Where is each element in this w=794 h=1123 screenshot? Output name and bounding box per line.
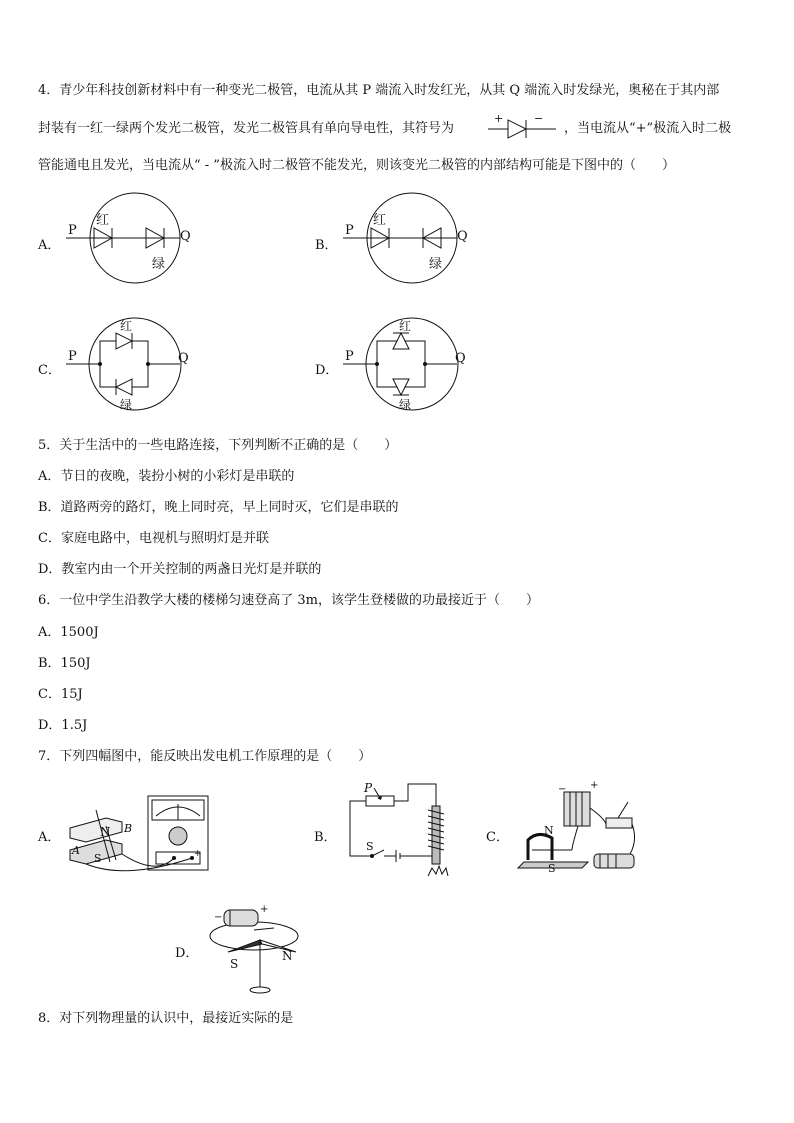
q4-stem-line2b: ，当电流从“+”极流入时二极 [564, 121, 732, 136]
q4-stem-line1: 4．青少年科技创新材料中有一种变光二极管，电流从其 P 端流入时发红光，从其 Q 端流入时发绿光，奥秘在于其内部 [38, 83, 720, 98]
svg-text:P: P [68, 223, 77, 238]
svg-text:红: 红 [120, 319, 133, 333]
q4-option-b-diagram [337, 190, 477, 290]
q7-figure-a-galvanometer [66, 780, 216, 880]
svg-text:绿: 绿 [429, 257, 443, 272]
q5-option-b[interactable]: B．道路两旁的路灯，晚上同时亮，早上同时灭，它们是串联的 [38, 500, 399, 515]
q6-option-c[interactable]: C．15J [38, 687, 83, 702]
svg-text:绿: 绿 [399, 398, 412, 412]
q5-option-a[interactable]: A．节日的夜晚，装扮小树的小彩灯是串联的 [38, 469, 295, 484]
svg-text:绿: 绿 [152, 257, 166, 272]
svg-text:S: S [94, 852, 102, 865]
svg-text:绿: 绿 [120, 398, 133, 412]
svg-text:N: N [100, 825, 111, 839]
svg-text:N: N [544, 824, 554, 837]
svg-text:+: + [590, 780, 599, 791]
svg-text:−: − [214, 912, 223, 923]
q4-option-c-label[interactable]: C． [38, 363, 61, 378]
q6-option-d[interactable]: D．1.5J [38, 718, 88, 733]
svg-text:N: N [282, 949, 293, 963]
q8-stem: 8．对下列物理量的认识中，最接近实际的是 [38, 1011, 294, 1026]
q4-option-d-label[interactable]: D． [315, 363, 339, 378]
svg-text:Q: Q [180, 229, 191, 244]
svg-text:P: P [345, 349, 354, 364]
q6-option-b[interactable]: B．150J [38, 656, 91, 671]
svg-text:A: A [72, 844, 80, 857]
svg-text:+: + [194, 849, 202, 859]
svg-text:+: + [494, 112, 504, 125]
svg-text:Q: Q [457, 229, 468, 244]
svg-text:B: B [124, 822, 133, 835]
q7-option-d-label[interactable]: D． [175, 946, 199, 961]
q6-option-a[interactable]: A．1500J [38, 625, 99, 640]
q4-stem-line2a: 封装有一红一绿两个发光二极管，发光二极管具有单向导电性，其符号为 [38, 121, 455, 136]
svg-text:红: 红 [96, 213, 110, 228]
q4-option-a-diagram [60, 190, 200, 290]
diode-symbol-icon [486, 112, 560, 142]
q7-figure-c-motor [512, 778, 642, 883]
q6-stem: 6．一位中学生沿教学大楼的楼梯匀速登高了 3m，该学生登楼做的功最接近于（ ） [38, 593, 540, 608]
q5-option-d[interactable]: D．教室内由一个开关控制的两盏日光灯是并联的 [38, 562, 322, 577]
q4-option-b-label[interactable]: B． [315, 238, 338, 253]
svg-text:−: − [534, 112, 544, 125]
svg-text:P: P [68, 349, 77, 364]
svg-text:Q: Q [178, 351, 189, 366]
q4-option-a-label[interactable]: A． [38, 238, 61, 253]
q5-stem: 5．关于生活中的一些电路连接，下列判断不正确的是（ ） [38, 438, 398, 453]
q4-option-c-diagram [60, 314, 200, 414]
q4-stem-line3: 管能通电且发光，当电流从“ - ”极流入时二极管不能发光，则该变光二极管的内部结构可能是下图中的（ ） [38, 158, 675, 173]
q7-option-b-label[interactable]: B． [314, 830, 337, 845]
svg-text:红: 红 [373, 213, 387, 228]
q7-option-c-label[interactable]: C． [486, 830, 509, 845]
q7-stem: 7．下列四幅图中，能反映出发电机工作原理的是（ ） [38, 749, 372, 764]
svg-text:P: P [364, 781, 373, 795]
svg-text:S: S [366, 840, 374, 853]
q7-figure-b-electromagnet [344, 780, 464, 890]
svg-text:红: 红 [399, 319, 412, 333]
q5-option-c[interactable]: C．家庭电路中，电视机与照明灯是并联 [38, 531, 269, 546]
svg-text:S: S [548, 862, 556, 875]
q4-option-d-diagram [337, 314, 477, 414]
svg-text:−: − [558, 784, 567, 795]
svg-text:+: + [260, 904, 269, 915]
q7-option-a-label[interactable]: A． [38, 830, 61, 845]
q7-figure-d-oersted [204, 896, 314, 996]
svg-text:P: P [345, 223, 354, 238]
svg-text:Q: Q [455, 351, 466, 366]
svg-text:S: S [230, 957, 239, 971]
